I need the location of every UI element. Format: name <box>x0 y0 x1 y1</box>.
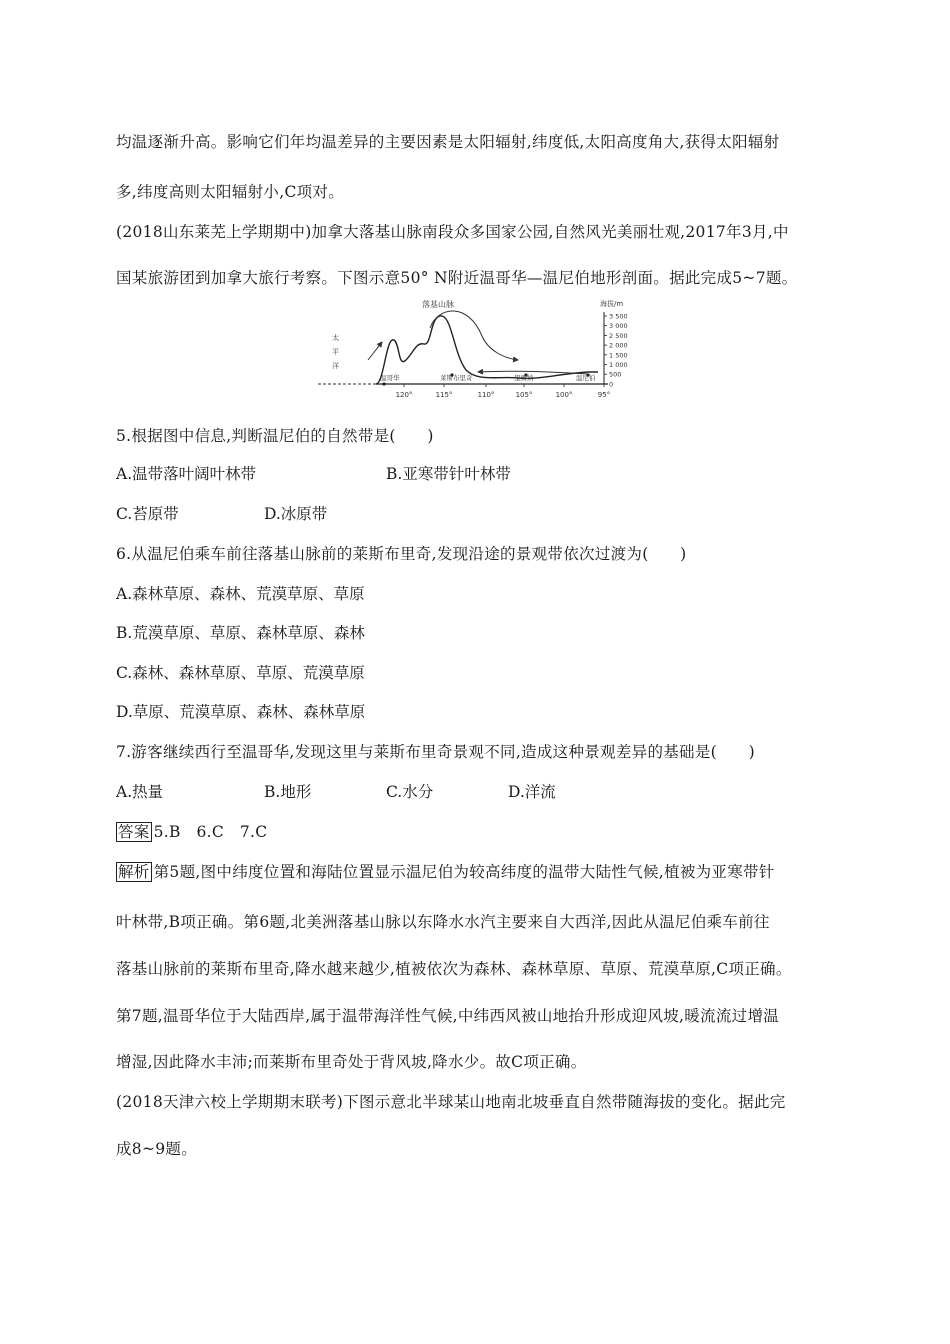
elevation-tick-label: 500 <box>609 370 622 379</box>
answer-line <box>116 820 267 842</box>
ocean-label-3: 洋 <box>332 362 339 370</box>
longitude-tick-label: 105° <box>515 391 533 399</box>
passage2-line-1: (2018天津六校上学期期末联考)下图示意北半球某山地南北坡垂直自然带随海拔的变化。据此完 <box>116 1093 786 1111</box>
q7-option-a[interactable]: A.热量 <box>116 783 164 801</box>
q7-stem: 7.游客继续西行至温哥华,发现这里与莱斯布里奇景观不同,造成这种景观差异的基础是( ) <box>116 743 755 761</box>
city-label: 莱斯布里奇 <box>440 374 473 382</box>
city-marker <box>382 382 385 385</box>
answer-text: 5.B 6.C 7.C <box>153 823 268 841</box>
passage1-line-1: (2018山东莱芜上学期期中)加拿大落基山脉南段众多国家公园,自然风光美丽壮观,2017年3月,中 <box>116 223 789 241</box>
ocean-label-2: 平 <box>332 348 339 356</box>
analysis-line-4: 第7题,温哥华位于大陆西岸,属于温带海洋性气候,中纬西风被山地抬升形成迎风坡,暖流流过增温 <box>116 1007 780 1025</box>
analysis-line-3: 落基山脉前的莱斯布里奇,降水越来越少,植被依次为森林、森林草原、草原、荒漠草原,C项正确。 <box>116 960 792 978</box>
analysis-tag: 解析 <box>118 863 150 881</box>
city-label: 温尼伯 <box>576 374 596 382</box>
longitude-tick-label: 100° <box>555 391 573 399</box>
elevation-ticks <box>604 313 628 389</box>
analysis-line-2: 叶林带,B项正确。第6题,北美洲落基山脉以东降水水汽主要来自大西洋,因此从温尼伯乘车前往 <box>116 913 770 931</box>
q5-option-d[interactable]: D.冰原带 <box>264 505 328 523</box>
intro-line-1: 均温逐渐升高。影响它们年均温差异的主要因素是太阳辐射,纬度低,太阳高度角大,获得太阳辐射 <box>116 133 780 151</box>
elevation-tick-label: 3 500 <box>609 312 628 321</box>
terrain-profile-figure <box>318 296 638 404</box>
q6-stem: 6.从温尼伯乘车前往落基山脉前的莱斯布里奇,发现沿途的景观带依次过渡为( ) <box>116 545 687 563</box>
q6-option-b[interactable]: B.荒漠草原、草原、森林草原、森林 <box>116 624 365 642</box>
elevation-tick-label: 0 <box>609 380 614 389</box>
longitude-tick-label: 95° <box>597 391 611 399</box>
mountain-label: 落基山脉 <box>422 300 454 309</box>
city-label: 里贾纳 <box>514 374 534 382</box>
q6-option-a[interactable]: A.森林草原、森林、荒漠草原、草原 <box>116 585 365 603</box>
q5-stem: 5.根据图中信息,判断温尼伯的自然带是( ) <box>116 427 434 445</box>
q5-option-b[interactable]: B.亚寒带针叶林带 <box>386 465 511 483</box>
westerly-wind-arrow <box>368 342 382 360</box>
answer-tag: 答案 <box>118 823 150 841</box>
analysis-line-5: 增湿,因此降水丰沛;而莱斯布里奇处于背风坡,降水少。故C项正确。 <box>116 1053 587 1071</box>
q7-option-d[interactable]: D.洋流 <box>508 783 556 801</box>
elevation-tick-label: 2 500 <box>609 331 628 340</box>
airflow-arrow <box>430 311 518 360</box>
elevation-axis-title: 海拔/m <box>600 300 624 308</box>
q7-option-b[interactable]: B.地形 <box>264 783 312 801</box>
q6-option-d[interactable]: D.草原、荒漠草原、森林、森林草原 <box>116 703 366 721</box>
analysis-text-1: 第5题,图中纬度位置和海陆位置显示温尼伯为较高纬度的温带大陆性气候,植被为亚寒带针 <box>153 863 775 881</box>
terrain-curve <box>376 316 598 384</box>
q6-option-c[interactable]: C.森林、森林草原、草原、荒漠草原 <box>116 664 365 682</box>
passage1-line-2: 国某旅游团到加拿大旅行考察。下图示意50° N附近温哥华—温尼伯地形剖面。据此完成5~7题。 <box>116 269 798 287</box>
city-label: 温哥华 <box>380 374 400 382</box>
elevation-tick-label: 1 000 <box>609 361 628 369</box>
intro-line-2: 多,纬度高则太阳辐射小,C项对。 <box>116 183 345 201</box>
passage2-line-2: 成8~9题。 <box>116 1140 198 1158</box>
q5-option-c[interactable]: C.苔原带 <box>116 505 179 523</box>
longitude-tick-label: 115° <box>435 391 453 399</box>
ocean-label-1: 太 <box>332 334 339 342</box>
elevation-tick-label: 2 000 <box>609 341 628 350</box>
analysis-line-1 <box>116 860 775 882</box>
elevation-tick-label: 1 500 <box>609 351 628 360</box>
longitude-tick-label: 120° <box>395 391 413 399</box>
longitude-tick-label: 110° <box>477 391 495 399</box>
q7-option-c[interactable]: C.水分 <box>386 783 434 801</box>
q5-option-a[interactable]: A.温带落叶阔叶林带 <box>116 465 257 483</box>
elevation-tick-label: 3 000 <box>609 322 628 331</box>
